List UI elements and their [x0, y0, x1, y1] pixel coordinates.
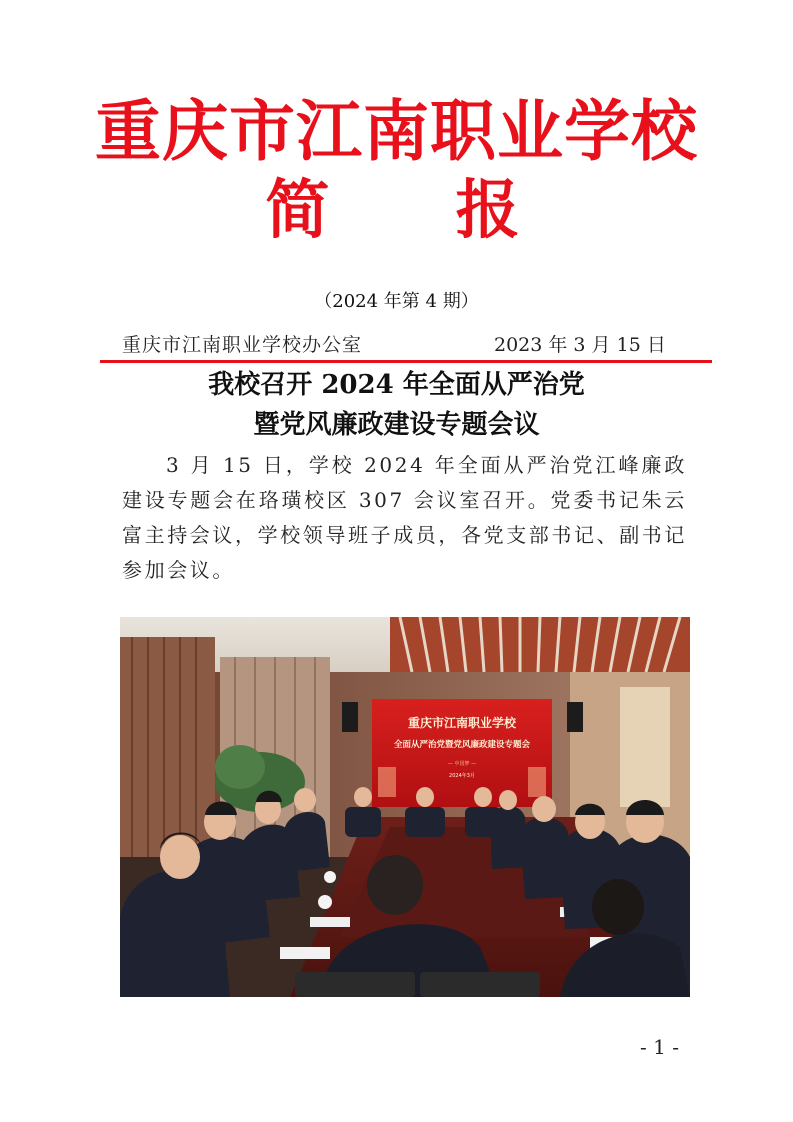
publish-date: 2023 年 3 月 15 日: [494, 334, 666, 356]
publisher-office: 重庆市江南职业学校办公室: [122, 334, 363, 356]
page-number: - 1 -: [640, 1035, 679, 1059]
screen-date: 2024年3月: [449, 773, 475, 779]
issue-number: （2024 年第 4 期）: [314, 291, 479, 312]
meeting-photo: [120, 617, 690, 997]
article-headline-line1: 我校召开 2024 年全面从严治党: [208, 370, 585, 400]
screen-subtitle: 全面从严治党暨党风廉政建设专题会: [393, 740, 531, 750]
article-body: 3 月 15 日，学校 2024 年全面从严治党江峰廉政建设专题会在珞璜校区 307 会议室召开。党委书记朱云富主持会议，学校领导班子成员，各党支部书记、副书记参加会议。: [122, 453, 687, 582]
red-divider-rule: [100, 360, 712, 363]
screen-title: 重庆市江南职业学校: [407, 716, 517, 730]
article-headline-line2: 暨党风廉政建设专题会议: [253, 410, 540, 440]
masthead-subtitle: 简 报: [265, 174, 572, 248]
masthead-title: 重庆市江南职业学校: [95, 93, 698, 170]
screen-motto: — 中国梦 —: [447, 761, 477, 767]
